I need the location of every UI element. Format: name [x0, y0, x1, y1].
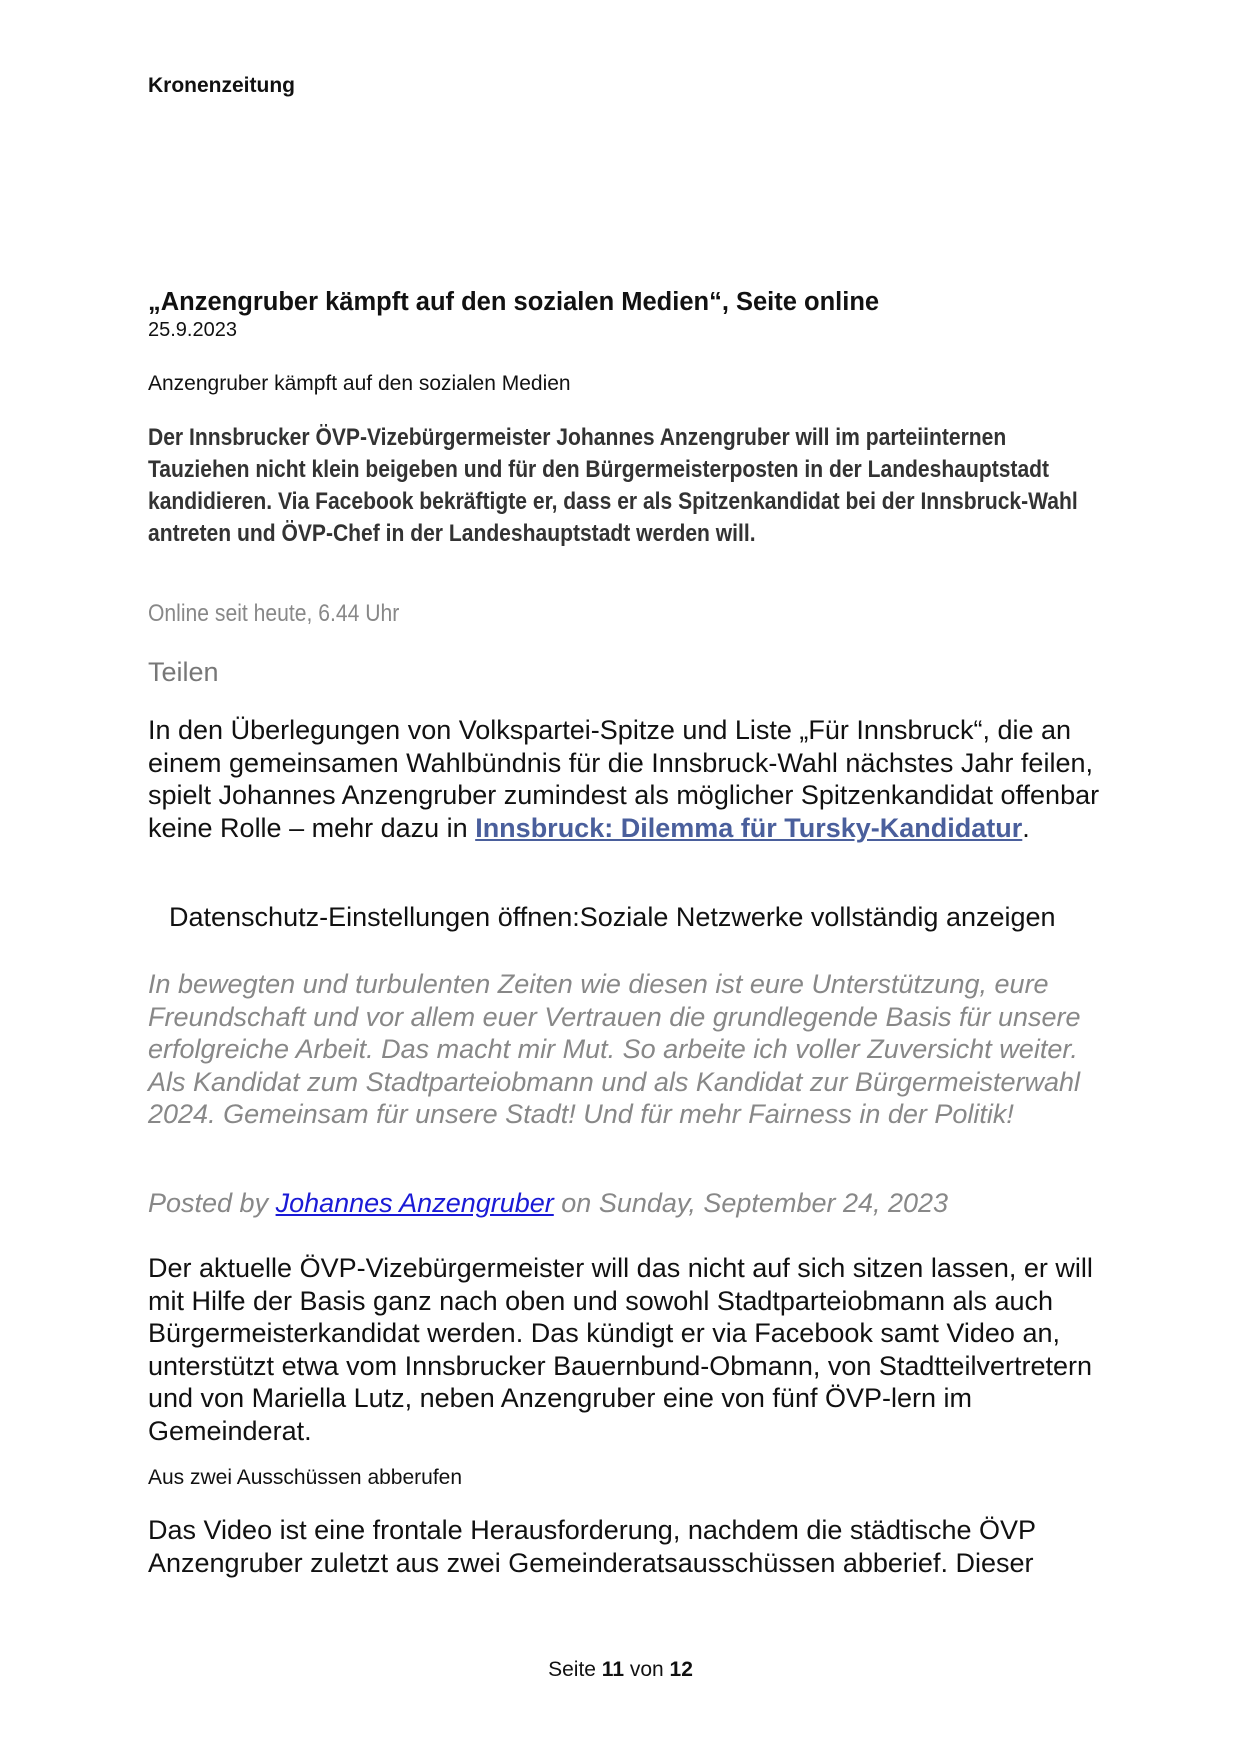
paragraph-2: Der aktuelle ÖVP-Vizebürgermeister will das nicht auf sich sitzen lassen, er will mit Hilfe der Basis ganz nach oben und sowohl Stadtparteiobmann als auch Bürgermeisterkandidat werden. Das kündigt er via Facebook samt Video an, unterstützt etwa vom Innsbrucker Bauernbund-Obmann, von Stadtteilvertretern und von Mariella Lutz, neben Anzengruber eine von fünf ÖVP-lern im Gemeinderat.: [148, 1253, 1093, 1446]
paragraph-1: [148, 714, 1108, 844]
author-link[interactable]: Johannes Anzengruber: [275, 1188, 554, 1218]
paragraph-1-text: In den Überlegungen von Volkspartei-Spitze und Liste „Für Innsbruck“, die an einem gemeinsamen Wahlbündnis für die Innsbruck-Wahl nächstes Jahr feilen, spielt Johannes Anzengruber zumindest als möglicher Spitzenkandidat offenbar keine Rolle – mehr dazu in: [148, 715, 1100, 843]
posted-suffix: on Sunday, September 24, 2023: [553, 1188, 949, 1218]
page-prefix: Seite: [548, 1658, 602, 1681]
facebook-quote: In bewegten und turbulenten Zeiten wie diesen ist eure Unterstützung, eure Freundschaft und vor allem euer Vertrauen die grundlegende Basis für unsere erfolgreiche Arbeit. Das macht mir Mut. So arbeite ich voller Zuversicht weiter. Als Kandidat zum Stadtparteiobmann und als Kandidat zur Bürgermeisterwahl 2024. Gemeinsam für unsere Stadt! Und für mehr Fairness in der Politik!: [148, 969, 1081, 1129]
publication-name: Kronenzeitung: [148, 74, 295, 97]
article-kicker: Anzengruber kämpft auf den sozialen Medien: [148, 372, 571, 395]
article-title: „Anzengruber kämpft auf den sozialen Medien“, Seite online: [148, 288, 880, 316]
page-number: [0, 1658, 1241, 1682]
paragraph-3: Das Video ist eine frontale Herausforderung, nachdem die städtische ÖVP Anzengruber zuletzt aus zwei Gemeinderatsausschüssen abberief. Dieser: [148, 1515, 1036, 1578]
subheading: Aus zwei Ausschüssen abberufen: [148, 1466, 463, 1489]
current-page: 11: [601, 1658, 624, 1681]
share-label[interactable]: Teilen: [148, 657, 219, 687]
article-lead: Der Innsbrucker ÖVP-Vizebürgermeister Johannes Anzengruber will im parteiinternen Tauziehen nicht klein beigeben und für den Bürgermeisterposten in der Landeshauptstadt kandidieren. Via Facebook bekräftigte er, dass er als Spitzenkandidat bei der Innsbruck-Wahl antreten und ÖVP-Chef in der Landeshauptstadt werden will.: [148, 424, 1078, 547]
posted-by: [148, 1188, 948, 1219]
total-pages: 12: [669, 1658, 693, 1681]
article-date: 25.9.2023: [148, 319, 237, 341]
page-middle: von: [624, 1658, 670, 1681]
posted-prefix: Posted by: [148, 1188, 276, 1218]
dilemma-article-link[interactable]: Innsbruck: Dilemma für Tursky-Kandidatur: [475, 812, 1023, 843]
privacy-notice[interactable]: Datenschutz-Einstellungen öffnen:Soziale Netzwerke vollständig anzeigen: [169, 902, 1056, 932]
online-since: Online seit heute, 6.44 Uhr: [148, 600, 400, 627]
paragraph-1-end: .: [1022, 812, 1030, 843]
